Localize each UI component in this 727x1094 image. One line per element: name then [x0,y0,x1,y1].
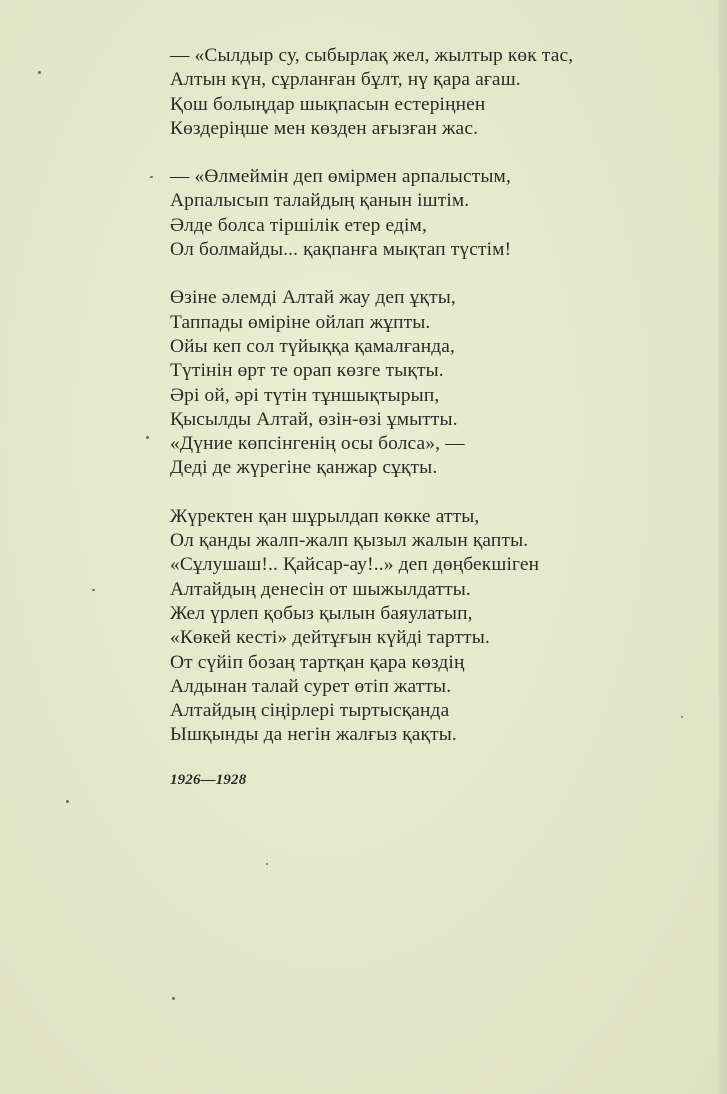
page-speck [92,589,95,591]
poem-line: «Сұлушаш!.. Қайсар-ау!..» деп дөңбекшіген [170,554,540,576]
stanza [170,286,700,480]
page-speck [172,997,175,1000]
page-speck [146,436,149,439]
poem-line: Қош болыңдар шықпасын естеріңнен [170,93,486,115]
poem-line: Жел үрлеп қобыз қылын баяулатып, [170,602,473,624]
page-speck [38,71,41,74]
poem-line: Ол қанды жалп-жалп қызыл жалын қапты. [170,530,529,552]
poem-line: Арпалысып талайдың қанын іштім. [170,190,470,212]
poem-line: Алтайдың сіңірлері тыртысқанда [170,700,450,722]
poem-line: Қысылды Алтай, өзін-өзі ұмытты. [170,408,458,430]
poem-line: Ышқынды да негін жалғыз қақты. [170,724,457,746]
poem-line: Түтінін өрт те орап көзге тықты. [170,360,444,382]
poem-line: Алтайдың денесін от шыжылдатты. [170,578,471,600]
poem-line: Таппады өміріне ойлап жұпты. [170,311,431,333]
poem-line: От сүйіп бозаң тартқан қара көздің [170,651,465,673]
poem-line: Әрі ой, әрі түтін тұншықтырып, [170,384,440,406]
poem-line: «Дүние көпсінгенің осы болса», — [170,433,465,455]
stanza [170,165,700,262]
poem-line: — «Сылдыр су, сыбырлақ жел, жылтыр көк тас, [170,45,574,66]
page-speck [266,863,268,865]
poem-line: Алдынан талай сурет өтіп жатты. [170,675,452,697]
poem-line: Әлде болса тіршілік етер едім, [170,214,427,236]
poem-date: 1926—1928 [170,771,247,788]
poem-line: Ойы кеп сол түйыққа қамалғанда, [170,335,455,357]
poem-line: Жүректен қан шұрылдап көкке атты, [170,505,480,527]
page-edge [718,0,727,1094]
page-speck [66,800,69,803]
poem-line: Ол болмайды... қақпанға мықтап түстім! [170,239,512,261]
poem-text [170,44,700,792]
poem-line: — «Өлмеймін деп өмірмен арпалыстым, [170,166,511,188]
poem-line: «Көкей кесті» дейтұғын күйді тартты. [170,627,490,649]
poem-line: Алтын күн, сұрланған бұлт, нү қара ағаш. [170,69,521,91]
stanza [170,505,700,748]
page-speck [150,176,153,178]
poem-line: Өзіне әлемді Алтай жау деп ұқты, [170,287,456,309]
poem-line: Көздеріңше мен көзден ағызған жас. [170,117,479,139]
stanza [170,44,700,141]
poem-line: Деді де жүрегіне қанжар сұқты. [170,457,438,479]
